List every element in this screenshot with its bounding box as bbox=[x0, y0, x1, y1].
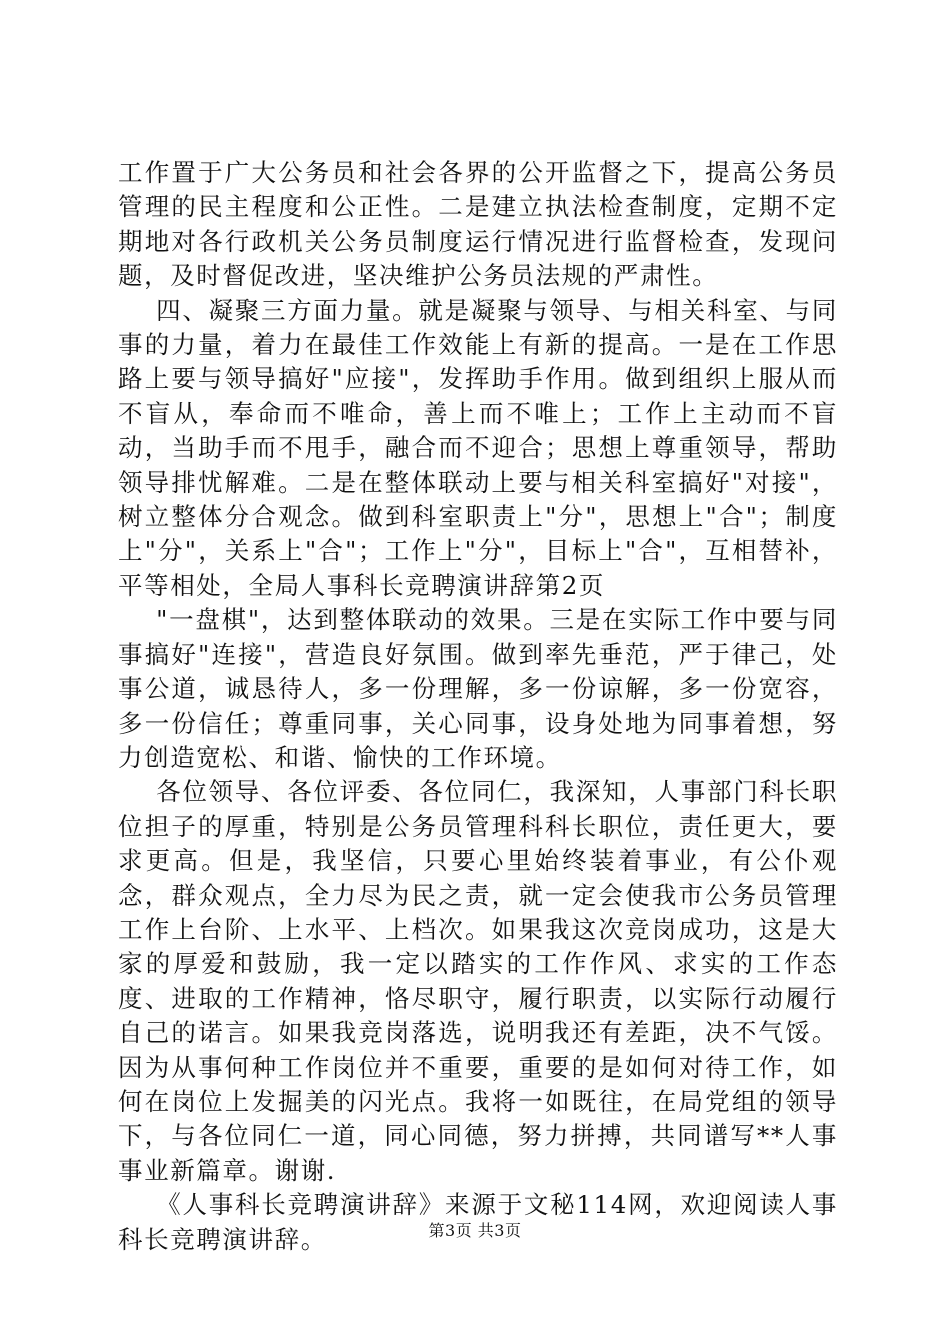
paragraph-2: 四、凝聚三方面力量。就是凝聚与领导、与相关科室、与同事的力量，着力在最佳工作效能上有新的提高。一是在工作思路上要与领导搞好"应接"，发挥助手作用。做到组织上服从而不盲从，奉命而不唯命，善上而不唯上；工作上主动而不盲动，当助手而不甩手，融合而不迎合；思想上尊重领导，帮助领导排忧解难。二是在整体联动上要与相关科室搞好"对接"，树立整体分合观念。做到科室职责上"分"，思想上"合"；制度上"分"，关系上"合"；工作上"分"，目标上"合"，互相替补，平等相处，全局人事科长竞聘演讲辞第2页 bbox=[118, 295, 838, 600]
document-body bbox=[118, 156, 838, 1257]
paragraph-3: "一盘棋"，达到整体联动的效果。三是在实际工作中要与同事搞好"连接"，营造良好氛围。做到率先垂范，严于律己，处事公道，诚恳待人，多一份理解，多一份谅解，多一份宽容，多一份信任；尊重同事，关心同事，设身处地为同事着想，努力创造宽松、和谐、愉快的工作环境。 bbox=[118, 605, 838, 772]
paragraph-5: 《人事科长竞聘演讲辞》来源于文秘114网，欢迎阅读人事科长竞聘演讲辞。 bbox=[118, 1190, 838, 1254]
paragraph-4: 各位领导、各位评委、各位同仁，我深知，人事部门科长职位担子的厚重，特别是公务员管理科科长职位，责任更大，要求更高。但是，我坚信，只要心里始终装着事业，有公仆观念，群众观点，全力尽为民之责，就一定会使我市公务员管理工作上台阶、上水平、上档次。如果我这次竞岗成功，这是大家的厚爱和鼓励，我一定以踏实的工作作风、求实的工作态度、进取的工作精神，恪尽职守，履行职责，以实际行动履行自己的诺言。如果我竞岗落选，说明我还有差距，决不气馁。因为从事何种工作岗位并不重要，重要的是如何对待工作，如何在岗位上发掘美的闪光点。我将一如既往，在局党组的领导下，与各位同仁一道，同心同德，努力拼搏，共同谱写**人事事业新篇章。谢谢. bbox=[118, 777, 838, 1185]
paragraph-1: 工作置于广大公务员和社会各界的公开监督之下，提高公务员管理的民主程度和公正性。二是建立执法检查制度，定期不定期地对各行政机关公务员制度运行情况进行监督检查，发现问题，及时督促改进，坚决维护公务员法规的严肃性。 bbox=[118, 158, 838, 291]
page-footer: 第3页 共3页 bbox=[428, 1221, 522, 1240]
